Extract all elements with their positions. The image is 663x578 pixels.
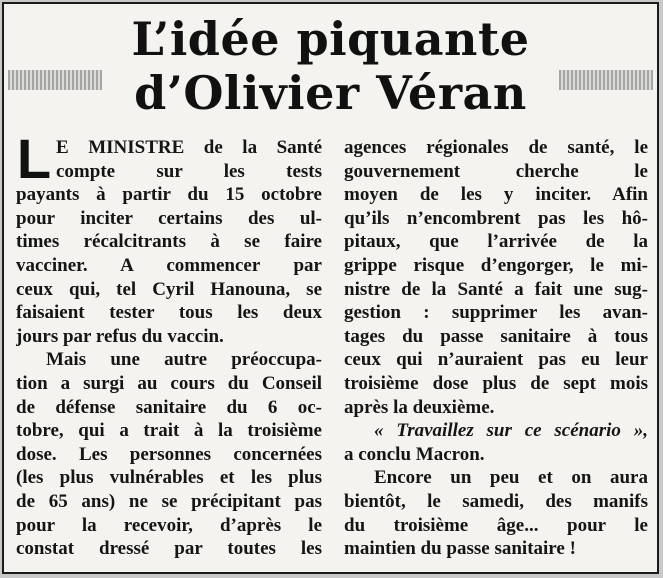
text-line: Encore un peu et on aura xyxy=(374,467,648,489)
text-line: dose. Les personnes concernées xyxy=(16,443,322,465)
text-line: (les plus vulnérables et les plus xyxy=(16,467,322,489)
text-line: tion a surgi au cours du Conseil xyxy=(16,372,322,394)
text-line: maintien du passe sanitaire ! xyxy=(344,538,576,560)
text-line: gouvernement cherche le xyxy=(344,160,648,182)
text-line: du troisième âge... pour le xyxy=(344,514,648,536)
text-line: ceux qui, tel Cyril Hanouna, se xyxy=(16,278,322,300)
text-line: bientôt, le samedi, des manifs xyxy=(344,490,648,512)
headline xyxy=(4,12,657,120)
article xyxy=(2,2,659,574)
headline-line-2: d’Olivier Véran xyxy=(134,66,527,120)
text-line: pour la recevoir, d’après le xyxy=(16,514,322,536)
text-line: troisième dose plus de sept mois xyxy=(344,372,648,394)
text-line: tobre, qui a trait à la troisième xyxy=(16,420,322,442)
text-line: de 65 ans) ne se précipitant pas xyxy=(16,490,322,512)
text-line: après la deuxième. xyxy=(344,396,495,418)
text-line: tages du passe sanitaire à tous xyxy=(344,325,648,347)
text-line: pitaux, que l’arrivée de la xyxy=(344,231,648,253)
text-line: jours par refus du vaccin. xyxy=(16,325,224,347)
text-line: payants à partir du 15 octobre xyxy=(16,184,322,206)
text-line: ceux qui n’auraient pas eu leur xyxy=(344,349,648,371)
text-line: compte sur les tests xyxy=(56,160,322,182)
text-line: a conclu Macron. xyxy=(344,443,485,465)
text-line: nistre de la Santé a fait une sug- xyxy=(344,278,648,300)
text-line: gestion : supprimer les avan- xyxy=(344,302,648,324)
left-column xyxy=(16,127,322,561)
text-line: vacciner. A commencer par xyxy=(16,254,322,276)
text-line: constat dressé par toutes les xyxy=(16,538,322,560)
text-line: de défense sanitaire du 6 oc- xyxy=(16,396,322,418)
text-line: qu’ils n’encombrent pas les hô- xyxy=(344,207,648,229)
text-line: pour inciter certains des ul- xyxy=(16,207,322,229)
text-line: agences régionales de santé, le xyxy=(344,137,648,158)
headline-line-1: L’idée piquante xyxy=(131,12,530,66)
drop-cap: L xyxy=(16,127,52,190)
quote-line: « Travaillez sur ce scénario », xyxy=(374,420,648,442)
text-line: grippe risque d’engorger, le mi- xyxy=(344,254,648,276)
text-line: E MINISTRE de la Santé xyxy=(56,137,322,158)
text-line: moyen de les y inciter. Afin xyxy=(344,184,648,206)
right-column xyxy=(344,136,648,561)
text-line: Mais une autre préoccupa- xyxy=(46,349,322,371)
text-line: times récalcitrants à se faire xyxy=(16,231,322,253)
text-line: faisaient tester tous les deux xyxy=(16,302,322,324)
